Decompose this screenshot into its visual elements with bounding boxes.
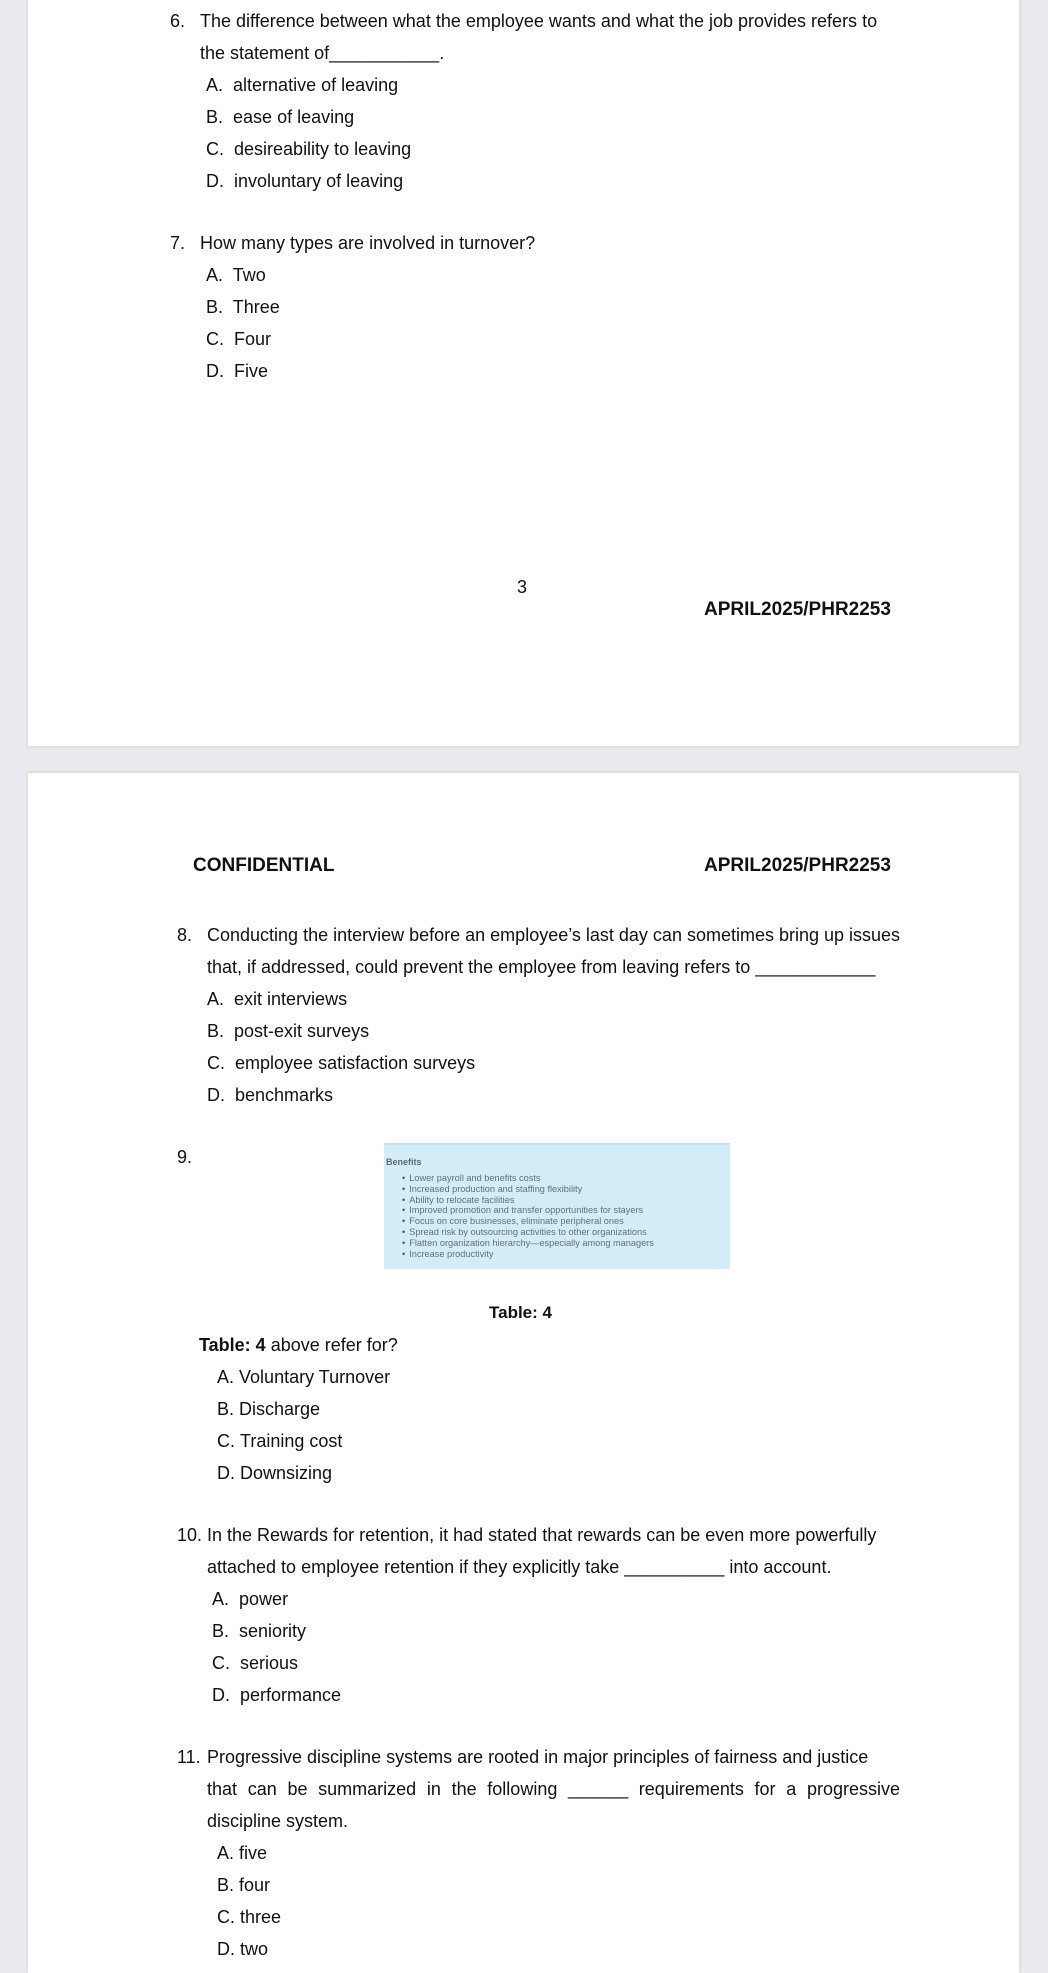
q10-option-b <box>212 1620 306 1642</box>
option-letter: B. <box>217 1875 235 1895</box>
option-text: two <box>240 1939 269 1959</box>
option-text: Two <box>232 265 266 285</box>
q11-word: requirements <box>638 1779 744 1799</box>
option-text: desireability to leaving <box>234 139 412 159</box>
option-letter: A. <box>206 265 224 285</box>
q11-word: in <box>426 1779 441 1799</box>
q10-option-c <box>212 1652 298 1674</box>
q9-option-c <box>217 1430 342 1452</box>
option-letter: A. <box>206 75 224 95</box>
q10-line2-end: into account. <box>729 1557 832 1577</box>
footer-course-code: APRIL2025/PHR2253 <box>704 599 891 620</box>
q11-option-c <box>217 1906 281 1928</box>
q6-period: . <box>439 43 445 63</box>
q11-option-d <box>217 1938 268 1960</box>
benefits-list-item: • Spread risk by outsourcing activities to other organizations <box>402 1227 654 1238</box>
benefits-list-item: • Lower payroll and benefits costs <box>402 1173 654 1184</box>
q11-number: 11. <box>177 1747 201 1767</box>
page-3 <box>28 0 1019 746</box>
option-text: Voluntary Turnover <box>239 1367 391 1387</box>
option-text: four <box>239 1875 271 1895</box>
page-number: 3 <box>517 577 528 597</box>
option-text: Three <box>232 297 280 317</box>
option-letter: C. <box>212 1653 230 1673</box>
option-text: benchmarks <box>235 1085 334 1105</box>
option-letter: C. <box>206 139 224 159</box>
option-text: five <box>239 1843 268 1863</box>
q11-option-a <box>217 1842 267 1864</box>
q6-number: 6. <box>170 11 186 31</box>
option-letter: B. <box>217 1399 235 1419</box>
q8-option-b <box>207 1020 369 1042</box>
benefits-table-title: Benefits <box>386 1157 422 1167</box>
benefits-list-item: • Increased production and staffing flexibility <box>402 1184 654 1195</box>
q11-word: that <box>207 1779 238 1799</box>
q9-stem-rest: above refer for? <box>265 1335 398 1355</box>
option-letter: B. <box>212 1621 230 1641</box>
q9-number: 9. <box>177 1147 193 1167</box>
q11-word: progressive <box>806 1779 900 1799</box>
option-letter: A. <box>212 1589 230 1609</box>
q10-line2 <box>207 1556 831 1578</box>
q9-option-d <box>217 1462 332 1484</box>
option-text: Four <box>234 329 272 349</box>
table-caption: Table: 4 <box>489 1303 552 1322</box>
option-letter: A. <box>217 1367 235 1387</box>
q11-word: be <box>287 1779 308 1799</box>
q8-line2 <box>207 956 875 978</box>
q6-line2-text: the statement of <box>200 43 330 63</box>
option-text: power <box>239 1589 289 1609</box>
option-letter: C. <box>217 1907 235 1927</box>
q7-number: 7. <box>170 233 186 253</box>
benefits-list-item: • Focus on core businesses, eliminate peripheral ones <box>402 1216 654 1227</box>
q9-option-b <box>217 1398 320 1420</box>
benefits-table-image <box>384 1143 730 1269</box>
option-text: Five <box>234 361 269 381</box>
option-letter: C. <box>217 1431 235 1451</box>
q10-line2-text: attached to employee retention if they explicitly take <box>207 1557 620 1577</box>
option-letter: A. <box>217 1843 235 1863</box>
option-letter: B. <box>206 297 224 317</box>
q8-line1: Conducting the interview before an employee’s last day can sometimes bring up issues <box>207 925 901 945</box>
q8-option-c <box>207 1052 475 1074</box>
q11-line3: discipline system. <box>207 1811 349 1831</box>
q8-number: 8. <box>177 925 193 945</box>
option-letter: D. <box>217 1463 235 1483</box>
q11-word: summarized <box>318 1779 417 1799</box>
q11-word: a <box>786 1779 797 1799</box>
q11-blank: ______ <box>568 1779 629 1799</box>
q6-option-d <box>206 170 403 192</box>
q11-line2 <box>207 1778 900 1800</box>
q8-line2-text: that, if addressed, could prevent the employee from leaving refers to <box>207 957 751 977</box>
option-text: post-exit surveys <box>234 1021 370 1041</box>
option-letter: D. <box>207 1085 225 1105</box>
q9-stem <box>199 1334 398 1356</box>
q11-word: for <box>754 1779 776 1799</box>
q10-option-a <box>212 1588 288 1610</box>
q9-option-a <box>217 1366 390 1388</box>
option-letter: B. <box>206 107 224 127</box>
q6-option-b <box>206 106 354 128</box>
q6-line2 <box>200 42 444 64</box>
q9-stem-bold: Table: 4 <box>199 1335 266 1355</box>
option-text: three <box>240 1907 282 1927</box>
option-letter: C. <box>207 1053 225 1073</box>
header-confidential: CONFIDENTIAL <box>193 855 335 876</box>
option-text: employee satisfaction surveys <box>235 1053 476 1073</box>
header-course-code: APRIL2025/PHR2253 <box>704 855 891 876</box>
q6-option-a <box>206 74 398 96</box>
q6-option-c <box>206 138 411 160</box>
q10-option-d <box>212 1684 341 1706</box>
option-letter: B. <box>207 1021 225 1041</box>
q11-line1: Progressive discipline systems are rooted in major principles of fairness and justice <box>207 1747 869 1767</box>
option-letter: C. <box>206 329 224 349</box>
q11-word: the <box>451 1779 477 1799</box>
q7-text: How many types are involved in turnover? <box>200 233 536 253</box>
q11-word: following <box>487 1779 558 1799</box>
option-text: ease of leaving <box>233 107 355 127</box>
q8-blank: ____________ <box>755 957 876 977</box>
q6-blank: ___________ <box>329 43 440 63</box>
q7-option-a <box>206 264 266 286</box>
q11-word: can <box>247 1779 277 1799</box>
q11-option-b <box>217 1874 270 1896</box>
q7-option-b <box>206 296 280 318</box>
option-text: serious <box>240 1653 299 1673</box>
q10-number: 10. <box>177 1525 203 1545</box>
q6-line1: The difference between what the employee wants and what the job provides refers to <box>200 11 878 31</box>
option-text: alternative of leaving <box>233 75 399 95</box>
benefits-list-item: • Improved promotion and transfer opportunities for stayers <box>402 1205 654 1216</box>
q8-option-a <box>207 988 347 1010</box>
option-text: involuntary of leaving <box>234 171 404 191</box>
benefits-list <box>402 1173 654 1259</box>
option-text: exit interviews <box>234 989 348 1009</box>
option-letter: D. <box>206 171 224 191</box>
q10-line1: In the Rewards for retention, it had stated that rewards can be even more powerfully <box>207 1525 877 1545</box>
q7-option-d <box>206 360 268 382</box>
q8-option-d <box>207 1084 333 1106</box>
benefits-list-item: • Increase productivity <box>402 1249 654 1260</box>
q7-option-c <box>206 328 271 350</box>
option-letter: D. <box>212 1685 230 1705</box>
option-text: seniority <box>239 1621 307 1641</box>
q10-blank: __________ <box>624 1557 725 1577</box>
option-text: performance <box>240 1685 342 1705</box>
option-text: Discharge <box>239 1399 321 1419</box>
benefits-list-item: • Ability to relocate facilities <box>402 1195 654 1206</box>
option-letter: A. <box>207 989 225 1009</box>
option-letter: D. <box>206 361 224 381</box>
option-text: Training cost <box>240 1431 343 1451</box>
benefits-list-item: • Flatten organization hierarchy—especially among managers <box>402 1238 654 1249</box>
option-letter: D. <box>217 1939 235 1959</box>
option-text: Downsizing <box>240 1463 333 1483</box>
